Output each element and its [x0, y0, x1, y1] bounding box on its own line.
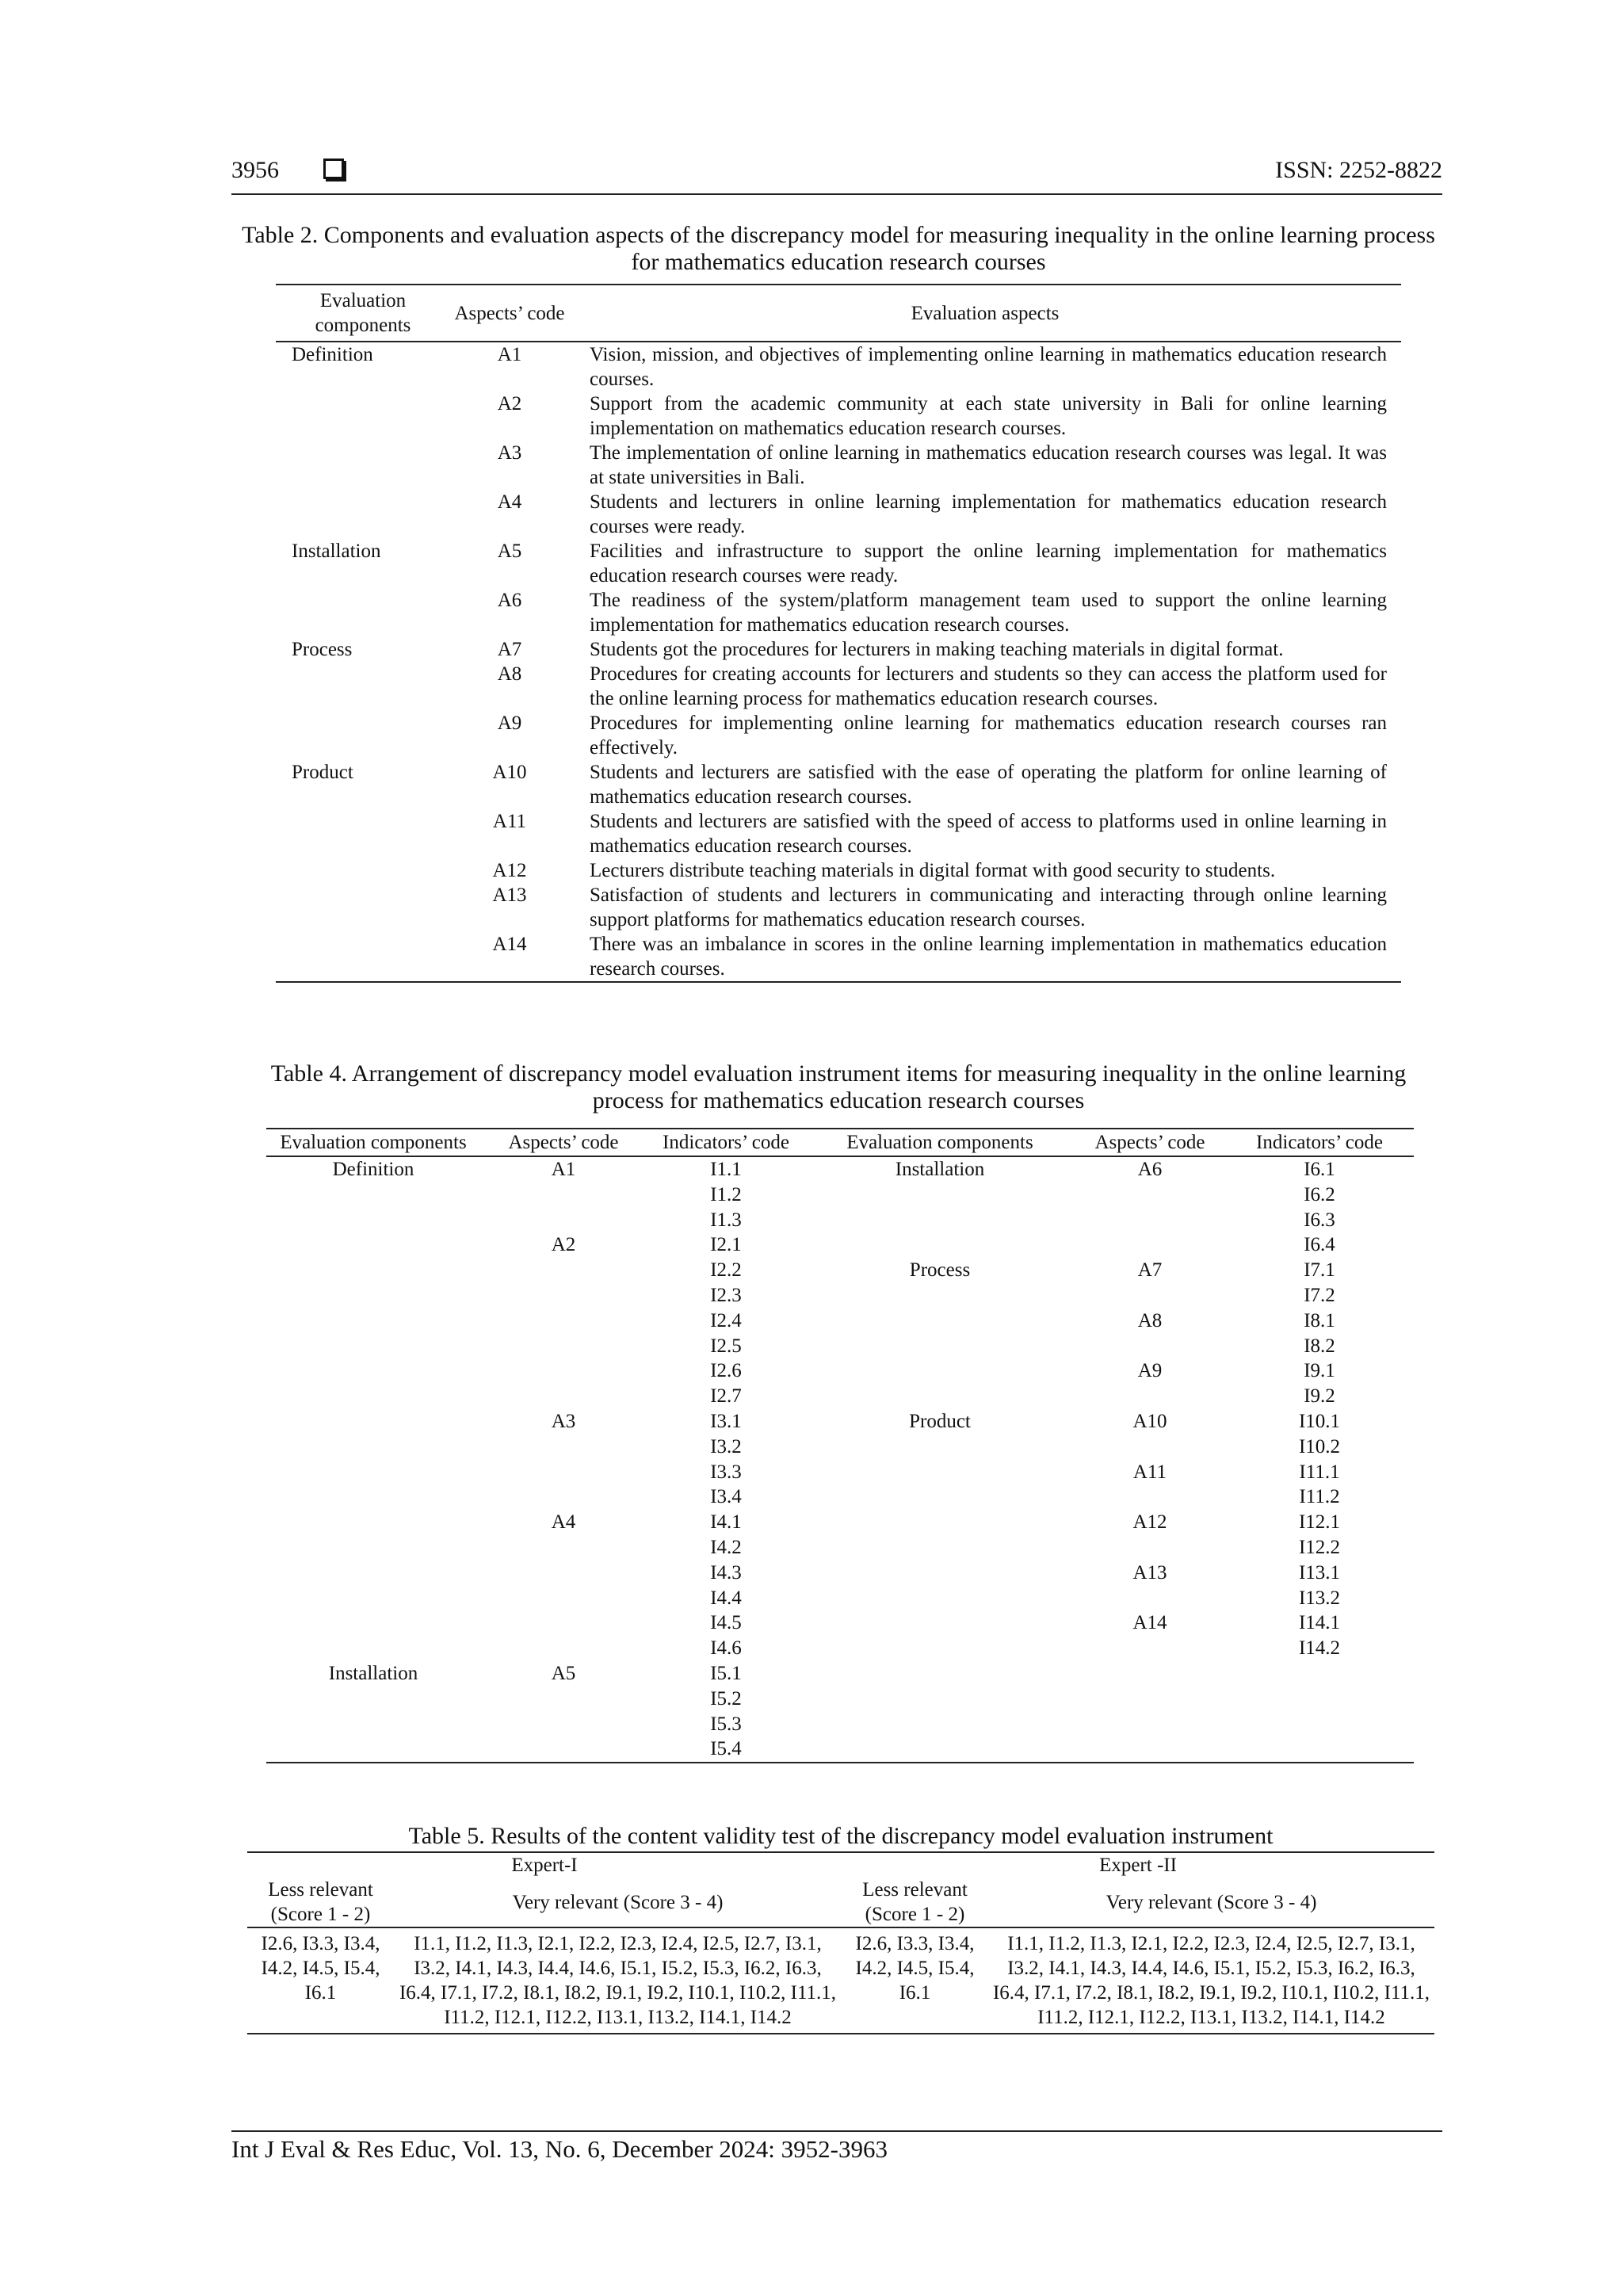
table4-cell [1075, 1232, 1225, 1258]
table4-cell [805, 1182, 1075, 1208]
table4-cell: I4.3 [710, 1561, 742, 1584]
table2-cell: Definition [292, 344, 373, 365]
table4-cell: I4.2 [710, 1536, 742, 1558]
table2-row [276, 342, 1401, 392]
table4-cell: I13.2 [1298, 1587, 1341, 1609]
table4-cell [1075, 1484, 1225, 1510]
table4-cell: I2.1 [710, 1234, 742, 1256]
table4-cell [266, 1258, 480, 1283]
table5-row [247, 1927, 1434, 2034]
table4-cell [805, 1208, 1075, 1233]
table5-cell: I1.1, I1.2, I1.3, I2.1, I2.2, I2.3, I2.4, I2.5, I2.7, I3.1, I3.2, I4.1, I4.3, I4.4, I4.6, I5.1, I5.2, I5.3, I6.2, I6.3, I6.4, I7.1, I7.2, I8.1, I8.2, I9.1, I9.2, I10.1, I10.2, I11.1, I11.2, I12.1, I12.2, I13.1, I13.2, I14.1, I14.2 [399, 1933, 837, 2028]
table4-cell [266, 1484, 480, 1510]
table4-cell [480, 1712, 647, 1737]
table2-cell: The readiness of the system/platform management team used to support the online learning implementation for mathematics education research courses. [590, 590, 1387, 636]
table4-cell [1075, 1384, 1225, 1409]
table2-header-cell: Evaluation components [276, 285, 450, 342]
table4-cell [480, 1283, 647, 1308]
table4-cell: A6 [1137, 1159, 1163, 1180]
table4-cell [805, 1334, 1075, 1359]
table4-cell [266, 1283, 480, 1308]
table4-row [266, 1308, 1414, 1334]
table2-cell: A6 [497, 590, 522, 611]
table4-cell: I5.3 [710, 1713, 742, 1735]
table2-cell [276, 588, 450, 637]
table2-cell: A13 [492, 884, 527, 906]
table2-cell: A4 [497, 491, 522, 513]
table4-cell [1075, 1435, 1225, 1460]
table4-cell [266, 1182, 480, 1208]
table2 [276, 284, 1401, 983]
table4-cell [1075, 1283, 1225, 1308]
table4-cell [480, 1636, 647, 1661]
table4-row [266, 1687, 1414, 1712]
table2-row [276, 539, 1401, 588]
table4-row [266, 1232, 1414, 1258]
table2-cell: Process [292, 639, 353, 660]
table4-cell: I8.1 [1304, 1309, 1335, 1331]
table2-cell: A9 [497, 712, 522, 734]
table4-cell [266, 1358, 480, 1384]
table4-row [266, 1156, 1414, 1182]
table4-cell [480, 1484, 647, 1510]
table4-row [266, 1334, 1414, 1359]
page-header [231, 155, 1442, 195]
table4-cell [480, 1610, 647, 1636]
table4-cell [480, 1460, 647, 1485]
table4-cell [266, 1687, 480, 1712]
table2-cell: There was an imbalance in scores in the online learning implementation in mathematics education research courses. [590, 934, 1387, 980]
table4-row [266, 1358, 1414, 1384]
table2-caption: Table 2. Components and evaluation aspects of the discrepancy model for measuring inequality in the online learning process for mathematics education research courses [242, 222, 1435, 275]
table4-cell [480, 1308, 647, 1334]
table2-cell [276, 441, 450, 490]
table2-cell: Installation [292, 541, 381, 562]
table5-cell: I2.6, I3.3, I3.4, I4.2, I4.5, I5.4, I6.1 [855, 1933, 975, 2004]
table4-row [266, 1409, 1414, 1435]
table4-cell [266, 1384, 480, 1409]
table2-cell: Students and lecturers are satisfied with the ease of operating the platform for online learning of mathematics education research courses. [590, 762, 1387, 808]
table4-row [266, 1258, 1414, 1283]
table2-cell: A3 [497, 442, 522, 464]
table4-cell [1225, 1736, 1414, 1763]
table4-cell: A14 [1132, 1612, 1167, 1634]
table4-cell: I4.1 [710, 1511, 742, 1534]
table2-cell: Lecturers distribute teaching materials in digital format with good security to students. [590, 860, 1276, 881]
table4-cell: I11.1 [1299, 1461, 1340, 1483]
table4-caption: Table 4. Arrangement of discrepancy model evaluation instrument items for measuring inequality in the online learning process for mathematics education research courses [270, 1060, 1407, 1114]
table4-cell [480, 1687, 647, 1712]
table2-header-row [276, 285, 1401, 342]
table2-cell [276, 932, 450, 982]
table4-cell [1075, 1636, 1225, 1661]
table2-header-cell: Aspects’ code [450, 285, 569, 342]
table2-row [276, 858, 1401, 883]
table2-cell: Product [292, 762, 353, 783]
table4-cell [805, 1561, 1075, 1586]
table4-cell [266, 1586, 480, 1611]
table4-row [266, 1510, 1414, 1535]
table4-cell: I3.3 [710, 1461, 742, 1483]
table4-cell: I9.1 [1304, 1360, 1335, 1382]
table4-cell [805, 1435, 1075, 1460]
table4-cell [805, 1358, 1075, 1384]
table4-cell [266, 1736, 480, 1763]
table2-cell: Students and lecturers in online learning implementation for mathematics education research courses were ready. [590, 491, 1387, 537]
table4-cell: I10.2 [1298, 1435, 1341, 1457]
table4-cell [480, 1586, 647, 1611]
table2-row [276, 392, 1401, 441]
table4-row [266, 1712, 1414, 1737]
table5-less-relevant-header: Less relevant (Score 1 - 2) [842, 1878, 988, 1927]
table4-cell [266, 1208, 480, 1233]
table4-cell [480, 1736, 647, 1763]
table4-cell: I9.2 [1304, 1385, 1335, 1408]
table4-cell [266, 1510, 480, 1535]
table2-row [276, 809, 1401, 858]
table4-cell [480, 1384, 647, 1409]
table4-cell [1075, 1334, 1225, 1359]
table4-cell [805, 1687, 1075, 1712]
table4-cell [1225, 1687, 1414, 1712]
table2-cell: A12 [492, 860, 527, 881]
table4-cell [266, 1409, 480, 1435]
table2-cell: Vision, mission, and objectives of implementing online learning in mathematics education research courses. [590, 344, 1387, 390]
table2-row [276, 711, 1401, 760]
table2-cell [276, 392, 450, 441]
table5-caption: Table 5. Results of the content validity test of the discrepancy model evaluation instrument [408, 1823, 1274, 1849]
table2-row [276, 441, 1401, 490]
table4-cell: A9 [1137, 1360, 1163, 1382]
table4-cell [805, 1384, 1075, 1409]
table2-cell: Facilities and infrastructure to support the online learning implementation for mathematics education research courses were ready. [590, 541, 1387, 586]
table4-cell: I2.6 [710, 1360, 742, 1382]
table4-cell: I1.2 [710, 1183, 742, 1205]
table4-cell [480, 1208, 647, 1233]
table2-cell: A2 [497, 393, 522, 415]
table4-cell: I12.2 [1298, 1536, 1341, 1558]
table4-cell [480, 1258, 647, 1283]
table4-cell [805, 1736, 1075, 1763]
table4-cell [480, 1358, 647, 1384]
table5-very-relevant-header: Very relevant (Score 3 - 4) [988, 1878, 1434, 1927]
page-number: 3956 [231, 157, 279, 183]
table4-cell [266, 1535, 480, 1561]
table5-cell: I2.6, I3.3, I3.4, I4.2, I4.5, I5.4, I6.1 [261, 1933, 380, 2004]
table5-less-relevant-header: Less relevant (Score 1 - 2) [247, 1878, 394, 1927]
table4-cell: I1.1 [710, 1159, 742, 1180]
table4-cell [480, 1535, 647, 1561]
table4-cell: I8.2 [1304, 1335, 1335, 1357]
table4-header-cell: Evaluation components [266, 1129, 480, 1156]
table2-cell [276, 858, 450, 883]
table4-cell [266, 1460, 480, 1485]
table4-cell [1225, 1712, 1414, 1737]
table4-cell: I7.1 [1304, 1259, 1335, 1282]
table4-cell: A3 [551, 1410, 576, 1432]
table4-cell: I14.2 [1298, 1637, 1341, 1660]
table4-cell [1075, 1712, 1225, 1737]
table2-row [276, 883, 1401, 932]
table5-very-relevant-header: Very relevant (Score 3 - 4) [394, 1878, 842, 1927]
table4-cell [1225, 1661, 1414, 1687]
table4-cell [805, 1636, 1075, 1661]
table2-cell: The implementation of online learning in mathematics education research courses was legal. It was at state universities in Bali. [590, 442, 1387, 488]
table4-cell: I1.3 [710, 1209, 742, 1231]
table4-cell [805, 1712, 1075, 1737]
table4-cell [1075, 1535, 1225, 1561]
table4-cell: I2.3 [710, 1284, 742, 1306]
table2-cell: Students got the procedures for lecturers in making teaching materials in digital format. [590, 639, 1284, 660]
table4-cell: I3.2 [710, 1435, 742, 1457]
page-footer [231, 2130, 1442, 2164]
table2-cell [276, 662, 450, 711]
square-bullet-icon [323, 159, 344, 179]
table4-cell [805, 1460, 1075, 1485]
table4-row [266, 1208, 1414, 1233]
table4-cell [805, 1586, 1075, 1611]
table4-header-row [266, 1129, 1414, 1156]
table4-cell: I6.1 [1304, 1159, 1335, 1180]
table4-cell: I4.6 [710, 1637, 742, 1660]
table4-cell [1075, 1586, 1225, 1611]
table4-cell [266, 1232, 480, 1258]
table4-cell [1075, 1182, 1225, 1208]
table2-cell [276, 490, 450, 539]
table4-cell: I13.1 [1298, 1561, 1341, 1584]
table5-expert1-label: Expert-I [511, 1855, 578, 1876]
table4-cell: I6.2 [1304, 1183, 1335, 1205]
table4-cell [266, 1334, 480, 1359]
table4-row [266, 1535, 1414, 1561]
table4-cell [1075, 1661, 1225, 1687]
table2-cell [276, 883, 450, 932]
table4-cell: Installation [895, 1159, 985, 1180]
table4-cell [1075, 1687, 1225, 1712]
table4-row [266, 1182, 1414, 1208]
table4-cell: A1 [551, 1159, 576, 1180]
table4-cell [805, 1661, 1075, 1687]
table4-row [266, 1460, 1414, 1485]
table4-cell [805, 1232, 1075, 1258]
table4-cell: Product [909, 1410, 971, 1432]
table4-cell [480, 1561, 647, 1586]
footer-citation: Int J Eval & Res Educ, Vol. 13, No. 6, December 2024: 3952-3963 [231, 2135, 888, 2163]
table4-cell [805, 1610, 1075, 1636]
table2-row [276, 588, 1401, 637]
table4-cell: Process [909, 1259, 971, 1282]
table2-row [276, 662, 1401, 711]
table4-cell [480, 1334, 647, 1359]
table4-cell: I5.4 [710, 1738, 742, 1760]
table4-row [266, 1736, 1414, 1763]
table4-cell: I6.3 [1304, 1209, 1335, 1231]
table4-header-cell: Aspects’ code [480, 1129, 647, 1156]
table4-cell: I5.2 [710, 1687, 742, 1710]
table2-cell: A11 [492, 811, 527, 832]
table4-cell [480, 1182, 647, 1208]
table4-cell [480, 1435, 647, 1460]
table4-row [266, 1283, 1414, 1308]
table4-cell: A4 [551, 1511, 576, 1534]
table4-cell: I2.7 [710, 1385, 742, 1408]
table2-cell: A14 [492, 934, 527, 955]
table5-subheader-row [247, 1878, 1434, 1927]
table4-cell [805, 1484, 1075, 1510]
table2-row [276, 490, 1401, 539]
table2-cell: A1 [497, 344, 522, 365]
table4-cell: I4.4 [710, 1587, 742, 1609]
table2-row [276, 637, 1401, 662]
table2-cell: A7 [497, 639, 522, 660]
table2-cell: A5 [497, 541, 522, 562]
table5 [247, 1851, 1434, 2034]
table4-cell [266, 1561, 480, 1586]
table2-cell: A10 [492, 762, 527, 783]
table4-row [266, 1661, 1414, 1687]
table4-header-cell: Indicators’ code [1225, 1129, 1414, 1156]
table4-cell [805, 1510, 1075, 1535]
table4-row [266, 1610, 1414, 1636]
table4-cell: A12 [1132, 1511, 1167, 1534]
table4-cell: I11.2 [1299, 1486, 1340, 1508]
table4-cell [266, 1610, 480, 1636]
table4-cell [1075, 1208, 1225, 1233]
table2-cell [276, 809, 450, 858]
table4 [266, 1128, 1414, 1763]
table2-row [276, 932, 1401, 982]
table4-cell [266, 1636, 480, 1661]
table4-cell: A5 [551, 1662, 576, 1684]
table4-cell: I2.2 [710, 1259, 742, 1282]
table4-cell: I10.1 [1298, 1410, 1341, 1432]
table2-cell: Procedures for creating accounts for lecturers and students so they can access the platform used for the online learning process for mathematics education research courses. [590, 663, 1387, 709]
table2-header-cell: Evaluation aspects [569, 285, 1401, 342]
table4-header-cell: Evaluation components [805, 1129, 1075, 1156]
table4-cell [266, 1308, 480, 1334]
table4-cell [266, 1435, 480, 1460]
table4-cell [805, 1283, 1075, 1308]
table4-cell: I3.4 [710, 1486, 742, 1508]
table2-cell [276, 711, 450, 760]
table4-cell: I6.4 [1304, 1234, 1335, 1256]
table4-cell: A11 [1132, 1461, 1167, 1483]
table4-row [266, 1636, 1414, 1661]
table4-cell [805, 1535, 1075, 1561]
table4-row [266, 1384, 1414, 1409]
table4-cell [266, 1712, 480, 1737]
table5-expert-row [247, 1852, 1434, 1878]
table2-cell: Students and lecturers are satisfied with the speed of access to platforms used in online learning in mathematics education research courses. [590, 811, 1387, 857]
table4-row [266, 1586, 1414, 1611]
table4-header-cell: Indicators’ code [647, 1129, 805, 1156]
table4-cell: A8 [1137, 1309, 1163, 1331]
table4-cell: I12.1 [1298, 1511, 1341, 1534]
table2-cell: Procedures for implementing online learning for mathematics education research courses ran effectively. [590, 712, 1387, 758]
table2-cell: Support from the academic community at each state university in Bali for online learning implementation on mathematics education research courses. [590, 393, 1387, 439]
table4-row [266, 1561, 1414, 1586]
table4-cell: A13 [1132, 1561, 1167, 1584]
table4-row [266, 1484, 1414, 1510]
table4-cell: Definition [332, 1159, 414, 1180]
table4-cell: I4.5 [710, 1612, 742, 1634]
table4-cell: A7 [1137, 1259, 1163, 1282]
issn-label: ISSN: 2252-8822 [1275, 157, 1442, 183]
table2-row [276, 760, 1401, 809]
table4-cell: I2.4 [710, 1309, 742, 1331]
table2-cell: Satisfaction of students and lecturers in communicating and interacting through online learning support platforms for mathematics education research courses. [590, 884, 1387, 930]
table4-cell: I3.1 [710, 1410, 742, 1432]
table4-header-cell: Aspects’ code [1075, 1129, 1225, 1156]
table4-cell: I7.2 [1304, 1284, 1335, 1306]
table4-cell [805, 1308, 1075, 1334]
table4-cell: I14.1 [1298, 1612, 1341, 1634]
table4-cell [1075, 1736, 1225, 1763]
table4-cell: I2.5 [710, 1335, 742, 1357]
table4-cell: Installation [328, 1662, 418, 1684]
table4-row [266, 1435, 1414, 1460]
table4-cell: I5.1 [710, 1662, 742, 1684]
table4-cell: A10 [1132, 1410, 1167, 1432]
table4-cell: A2 [551, 1234, 576, 1256]
table5-expert2-label: Expert -II [1099, 1855, 1177, 1876]
table2-cell: A8 [497, 663, 522, 685]
table5-cell: I1.1, I1.2, I1.3, I2.1, I2.2, I2.3, I2.4, I2.5, I2.7, I3.1, I3.2, I4.1, I4.3, I4.4, I4.6, I5.1, I5.2, I5.3, I6.2, I6.3, I6.4, I7.1, I7.2, I8.1, I8.2, I9.1, I9.2, I10.1, I10.2, I11.1, I11.2, I12.1, I12.2, I13.1, I13.2, I14.1, I14.2 [992, 1933, 1430, 2028]
